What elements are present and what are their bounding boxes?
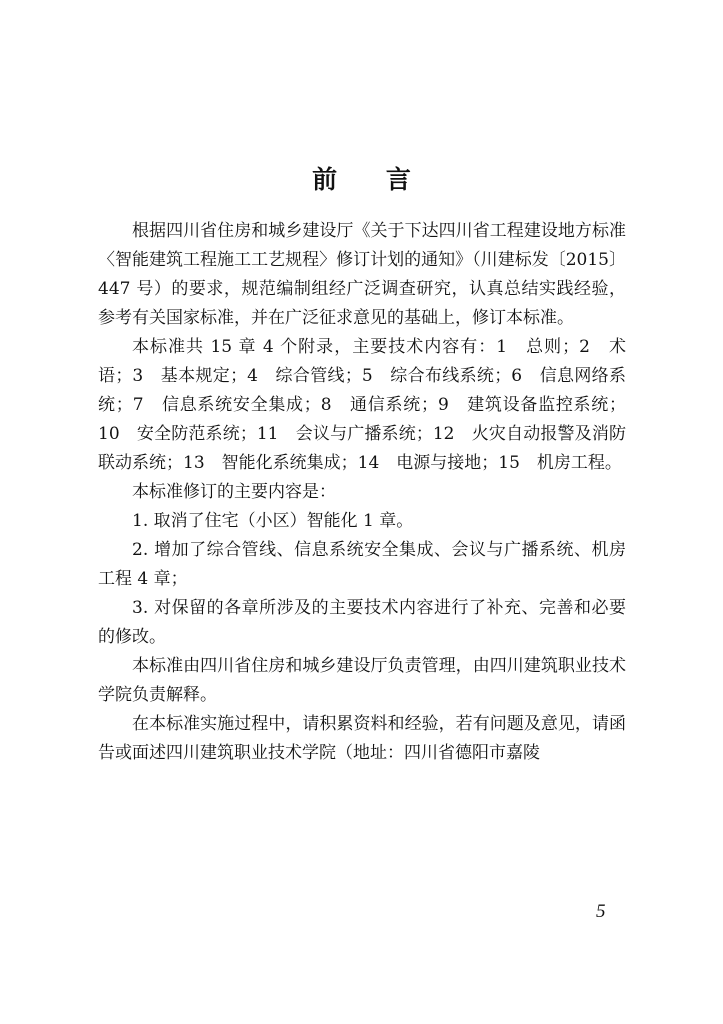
paragraph-revision-item-2: 2. 增加了综合管线、信息系统安全集成、会议与广播系统、机房工程 4 章； bbox=[98, 540, 626, 589]
page-title: 前 言 bbox=[312, 165, 431, 194]
paragraph-revision-item-3: 3. 对保留的各章所涉及的主要技术内容进行了补充、完善和必要的修改。 bbox=[98, 598, 626, 647]
paragraph-revision-item-1: 1. 取消了住宅（小区）智能化 1 章。 bbox=[132, 511, 414, 531]
paragraph-revision-intro: 本标准修订的主要内容是： bbox=[132, 482, 336, 502]
preface-body bbox=[98, 217, 626, 768]
page-number: 5 bbox=[596, 901, 606, 922]
paragraph-background: 根据四川省住房和城乡建设厅《关于下达四川省工程建设地方标准〈智能建筑工程施工工艺规程〉修订计划的通知》（川建标发〔2015〕447 号）的要求，规范编制组经广泛调查研究，认真总结实践经验，参考有关国家标准，并在广泛征求意见的基础上，修订本标准。 bbox=[98, 221, 626, 328]
paragraph-contents: 本标准共 15 章 4 个附录，主要技术内容有：1 总则；2 术语；3 基本规定；4 综合管线；5 综合布线系统；6 信息网络系统；7 信息系统安全集成；8 通信系统；9 建筑设备监控系统；10 安全防范系统；11 会议与广播系统；12 火灾自动报警及消防联动系统；13 智能化系统集成；14 电源与接地；15 机房工程。 bbox=[98, 337, 626, 473]
paragraph-feedback: 在本标准实施过程中，请积累资料和经验，若有问题及意见，请函告或面述四川建筑职业技术学院（地址：四川省德阳市嘉陵 bbox=[98, 714, 626, 763]
paragraph-management: 本标准由四川省住房和城乡建设厅负责管理，由四川建筑职业技术学院负责解释。 bbox=[98, 656, 626, 705]
